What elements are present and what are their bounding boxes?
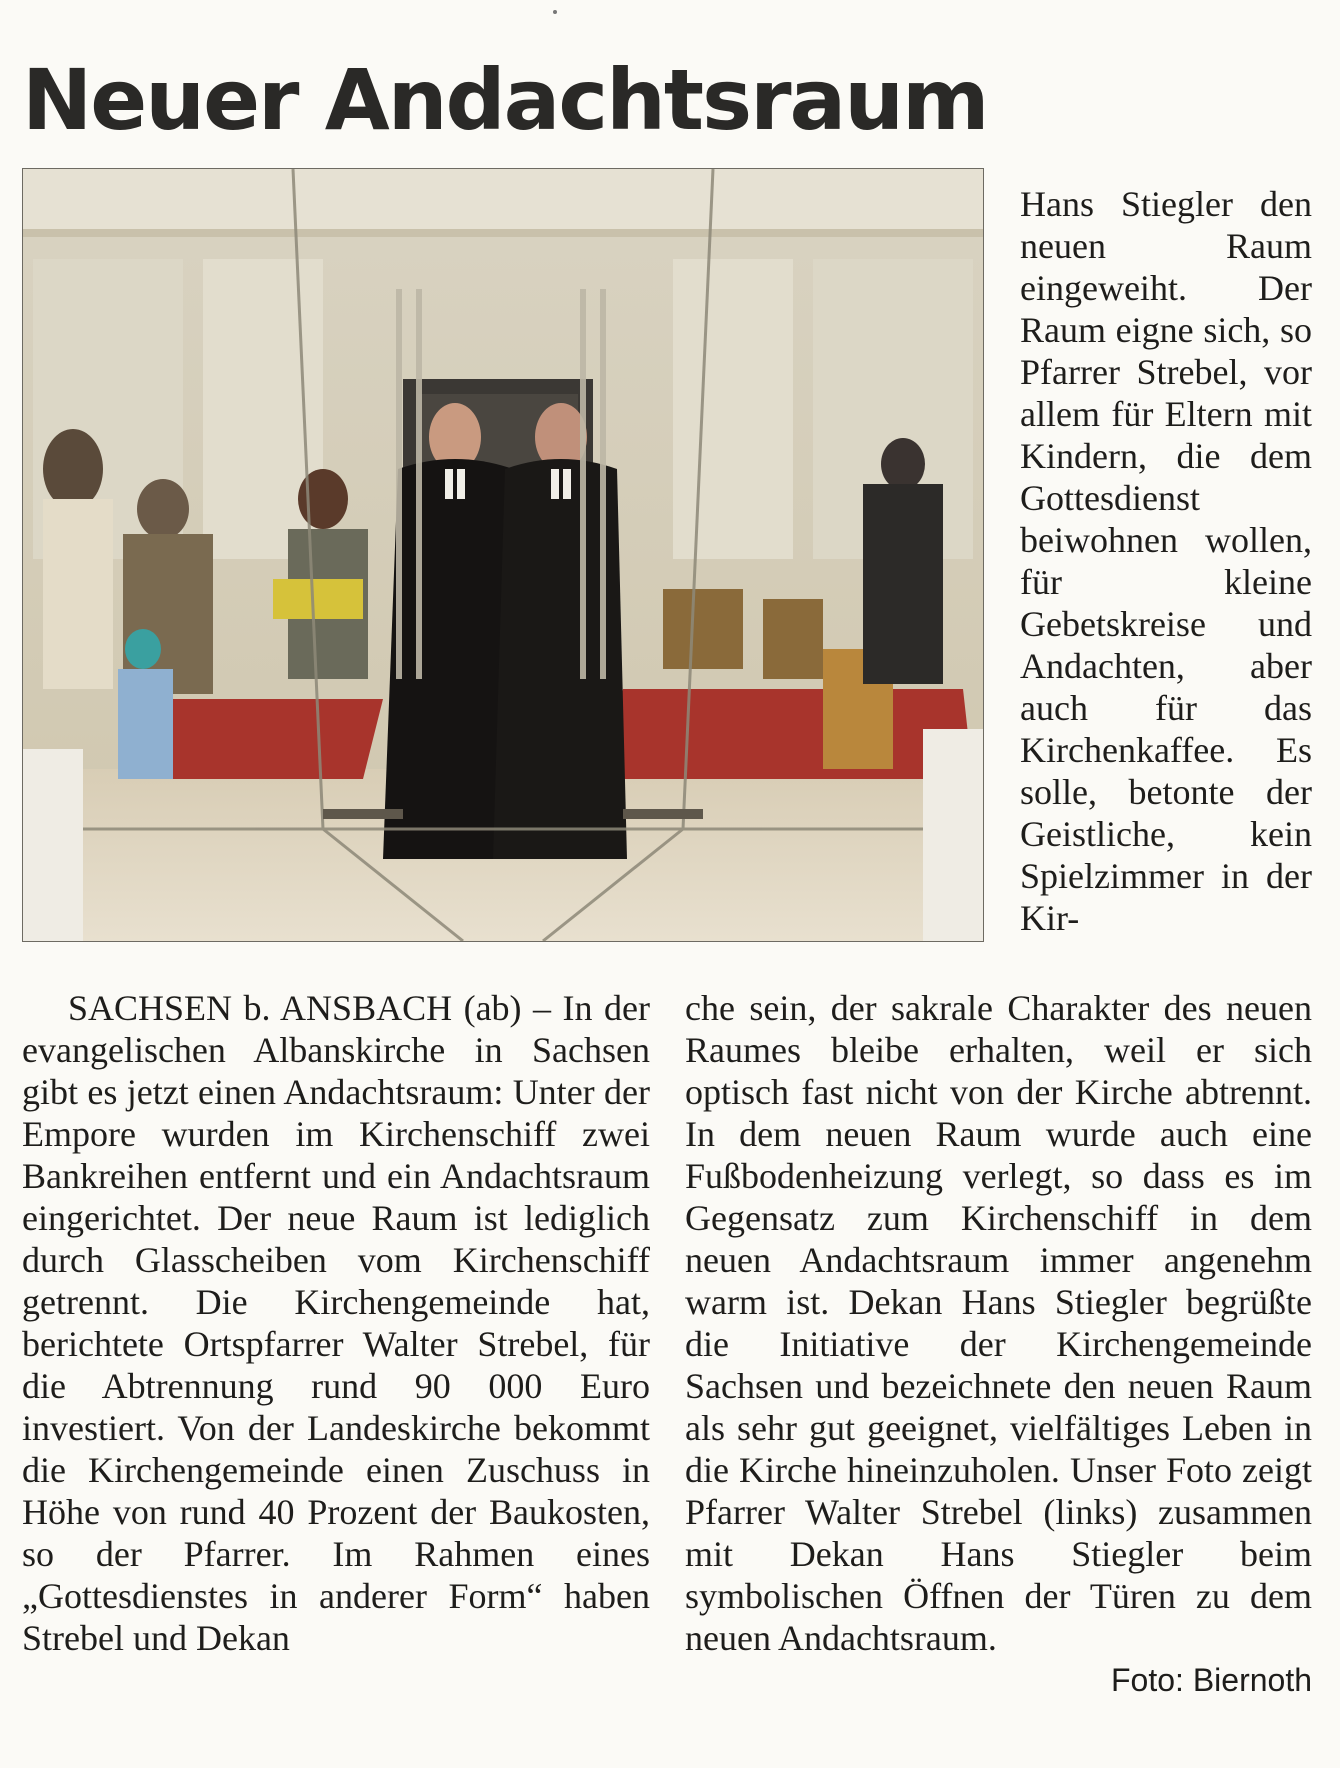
photo-credit: Foto: Biernoth	[1111, 1662, 1312, 1698]
left-column	[22, 987, 650, 1659]
side-column	[1020, 183, 1312, 939]
side-column-text: Hans Stiegler den neuen Raum eingeweiht. Der Raum eigne sich, so Pfarrer Strebel, vor allem für Eltern mit Kindern, die dem Gottesdienst beiwohnen wollen, für kleine Gebetskreise und Andachten, aber auch für das Kirchenkaffee. Es solle, betonte der Geistliche, kein Spielzimmer in der Kir-	[1020, 184, 1312, 938]
left-column-text: SACHSEN b. ANSBACH (ab) – In der evangelischen Albanskirche in Sachsen gibt es jetzt einen Andachtsraum: Unter der Empore wurden im Kirchenschiff zwei Bankreihen entfernt und ein Andachtsraum eingerichtet. Der neue Raum ist lediglich durch Glasscheiben vom Kirchenschiff getrennt. Die Kirchengemeinde hat, berichtete Ortspfarrer Walter Strebel, für die Abtrennung rund 90 000 Euro investiert. Von der Landeskirche bekommt die Kirchengemeinde einen Zuschuss in Höhe von rund 40 Prozent der Baukosten, so der Pfarrer. Im Rahmen eines „Gottesdienstes in anderer Form“ haben Strebel und Dekan	[22, 988, 650, 1658]
print-speck	[553, 10, 557, 14]
article-photo	[22, 168, 984, 942]
right-column-text: che sein, der sakrale Charakter des neuen Raumes bleibe erhalten, weil er sich optisch fast nicht von der Kirche abtrennt. In dem neuen Raum wurde auch eine Fußbodenheizung verlegt, so dass es im Gegensatz zum Kirchenschiff in dem neuen Andachtsraum immer angenehm warm ist. Dekan Hans Stiegler begrüßte die Initiative der Kirchengemeinde Sachsen und bezeichnete den neuen Raum als sehr gut geeignet, vielfältiges Leben in die Kirche hineinzuholen. Unser Foto zeigt Pfarrer Walter Strebel (links) zusammen mit Dekan Hans Stiegler beim symbolischen Öffnen der Türen zu dem neuen Andachtsraum.	[685, 988, 1312, 1658]
article-headline: Neuer Andachtsraum	[22, 51, 988, 149]
right-column	[685, 987, 1312, 1701]
